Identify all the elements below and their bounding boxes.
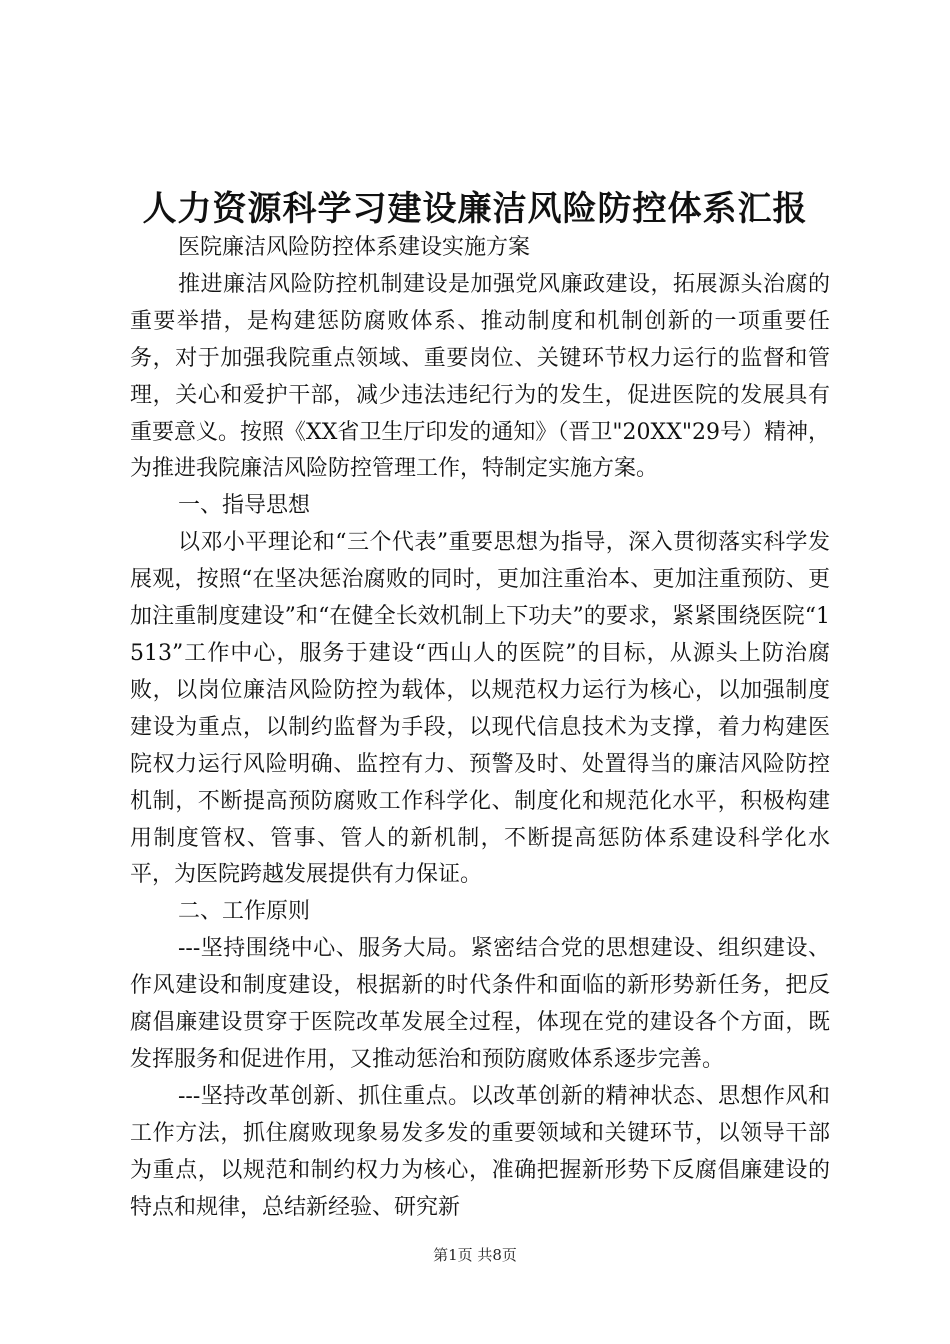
principle-paragraph: ---坚持围绕中心、服务大局。紧密结合党的思想建设、组织建设、作风建设和制度建设，根据新的时代条件和面临的新形势新任务，把反腐倡廉建设贯穿于医院改革发展全过程，体现在党的建设各个方面，既发挥服务和促进作用，又推动惩治和预防腐败体系逐步完善。 — [130, 936, 830, 1072]
document-title: 人力资源科学习建设廉洁风险防控体系汇报 — [142, 189, 808, 229]
document-body — [130, 230, 830, 1226]
section-heading-guiding-ideology: 一、指导思想 — [178, 493, 311, 519]
guiding-ideology-paragraph: 以邓小平理论和“三个代表”重要思想为指导，深入贯彻落实科学发展观，按照“在坚决惩治腐败的同时，更加注重治本、更加注重预防、更加注重制度建设”和“在健全长效机制上下功夫”的要求，紧紧围绕医院“1513”工作中心，服务于建设“西山人的医院”的目标，从源头上防治腐败，以岗位廉洁风险防控为载体，以规范权力运行为核心，以加强制度建设为重点，以制约监督为手段，以现代信息技术为支撑，着力构建医院权力运行风险明确、监控有力、预警及时、处置得当的廉洁风险防控机制，不断提高预防腐败工作科学化、制度化和规范化水平，积极构建用制度管权、管事、管人的新机制，不断提高惩防体系建设科学化水平，为医院跨越发展提供有力保证。 — [130, 530, 830, 888]
intro-paragraph: 推进廉洁风险防控机制建设是加强党风廉政建设，拓展源头治腐的重要举措，是构建惩防腐败体系、推动制度和机制创新的一项重要任务，对于加强我院重点领域、重要岗位、关键环节权力运行的监督和管理，关心和爱护干部，减少违法违纪行为的发生，促进医院的发展具有重要意义。按照《XX省卫生厅印发的通知》（晋卫"20XX"29号）精神，为推进我院廉洁风险防控管理工作，特制定实施方案。 — [130, 271, 830, 482]
principle-paragraph: ---坚持改革创新、抓住重点。以改革创新的精神状态、思想作风和工作方法，抓住腐败现象易发多发的重要领域和关键环节，以领导干部为重点，以规范和制约权力为核心，准确把握新形势下反腐倡廉建设的特点和规律，总结新经验、研究新 — [130, 1083, 830, 1220]
page-footer: 第1页 共8页 — [433, 1246, 517, 1264]
subtitle-paragraph: 医院廉洁风险防控体系建设实施方案 — [178, 235, 531, 260]
section-heading-work-principles: 二、工作原则 — [178, 899, 311, 925]
